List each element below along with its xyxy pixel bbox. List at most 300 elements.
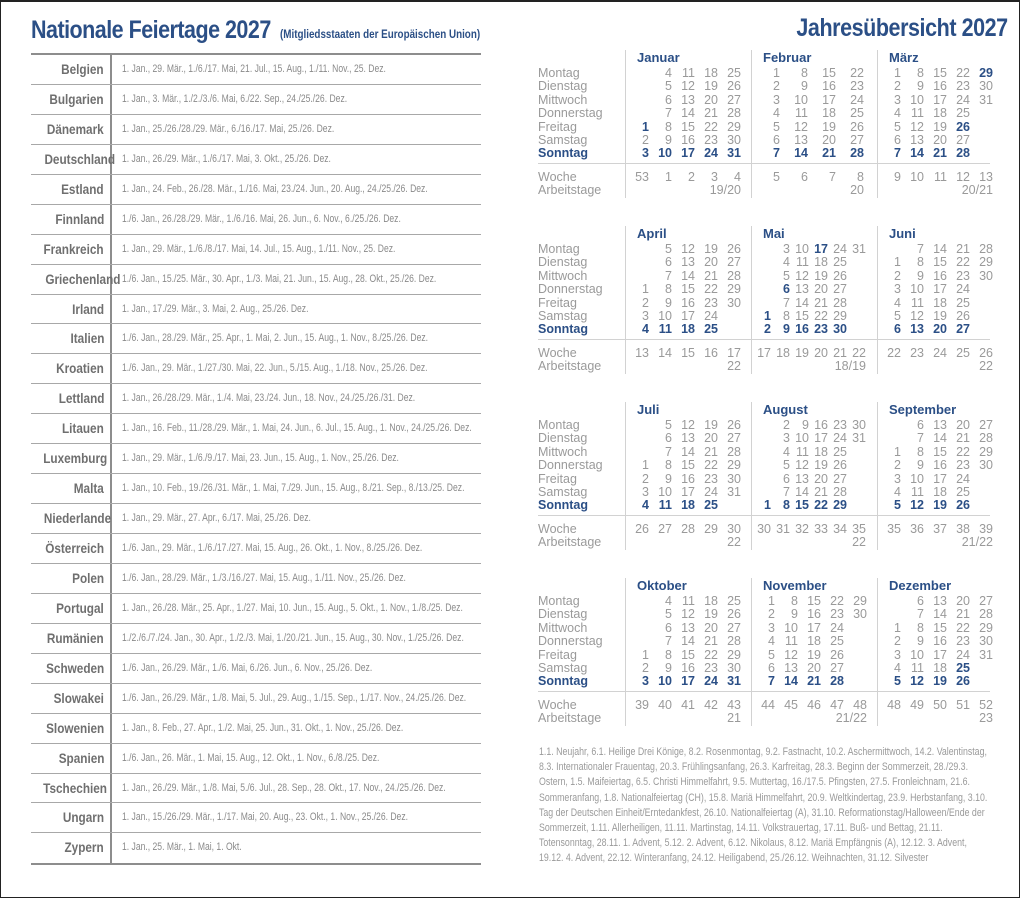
month-april [625, 226, 750, 374]
workdays-row [626, 536, 741, 549]
day-cell: 16 [681, 471, 695, 486]
day-cell: 8 [917, 66, 924, 80]
day-cell: 28 [956, 146, 970, 161]
day-cell: 27 [727, 92, 741, 107]
year-overview-title: Jahresübersicht 2027 [796, 14, 1008, 42]
day-cell: 6 [917, 418, 924, 432]
day-cell: 19 [704, 242, 718, 256]
day-cell: 6 [783, 282, 790, 297]
week-label: Woche [538, 698, 577, 712]
workdays-label: Arbeitstage [538, 535, 602, 550]
week-number: 9 [894, 170, 901, 184]
month-footer [626, 699, 741, 726]
holiday-dates: 1./6. Jan., 26. Mär., 1. Mai, 15. Aug., 12. Okt., 1. Nov., 6./8./25. Dez. [122, 751, 380, 764]
day-cell: 20 [814, 282, 828, 297]
weekday-labels [538, 419, 618, 513]
day-cell: 29 [979, 66, 993, 80]
day-cell: 12 [910, 498, 924, 513]
day-cell [847, 310, 866, 323]
day-cell: 28 [727, 268, 741, 283]
day-cell: 24 [956, 647, 970, 662]
country-name: Belgien [31, 55, 112, 84]
day-cell: 18 [822, 106, 836, 121]
day-cell: 21 [933, 146, 947, 161]
week-row [752, 94, 864, 107]
day-cell: 22 [956, 444, 970, 459]
holiday-row [31, 85, 481, 115]
day-cell: 3 [894, 282, 901, 297]
day-cell [752, 297, 771, 310]
day-cell: 25 [956, 106, 970, 121]
day-cell: 10 [658, 308, 672, 323]
day-cell: 1 [894, 66, 901, 80]
holiday-dates: 1. Jan., 8. Feb., 27. Apr., 1./2. Mai, 25. Jun., 31. Okt., 1. Nov., 25./26. Dez. [122, 721, 404, 734]
week-row [752, 134, 864, 147]
day-cell: 14 [933, 607, 947, 622]
month-name: April [637, 226, 667, 241]
day-cell: 16 [933, 79, 947, 94]
day-cell: 17 [814, 431, 828, 446]
day-cell [626, 432, 649, 445]
week-number: 38 [956, 522, 970, 536]
day-cell: 5 [768, 647, 775, 662]
day-cell [970, 662, 993, 675]
day-cell: 23 [814, 322, 828, 337]
weekday-label: Mittwoch [538, 268, 588, 283]
day-cell: 10 [658, 146, 672, 161]
country-name: Kroatien [31, 354, 112, 383]
day-cell: 7 [783, 484, 790, 499]
day-cell [752, 459, 771, 472]
week-row [626, 243, 741, 256]
day-cell: 28 [830, 674, 844, 689]
holiday-row [31, 324, 481, 354]
week-number: 44 [761, 698, 775, 712]
day-cell: 28 [727, 444, 741, 459]
day-cell: 30 [727, 295, 741, 310]
day-cell: 28 [833, 295, 847, 310]
footer-labels [538, 171, 618, 198]
day-cell: 9 [801, 79, 808, 94]
day-cell: 18 [807, 634, 821, 649]
day-cell: 20 [814, 471, 828, 486]
week-row [752, 310, 866, 323]
day-cell [878, 608, 901, 621]
week-row [878, 297, 993, 310]
week-row [878, 283, 993, 296]
day-cell: 12 [784, 647, 798, 662]
holiday-row [31, 833, 481, 863]
day-cell: 14 [794, 146, 808, 161]
country-name: Ungarn [31, 803, 112, 832]
day-cell: 5 [665, 242, 672, 256]
day-cell: 28 [850, 146, 864, 161]
weekday-label: Sonntag [538, 322, 588, 337]
day-cell: 8 [783, 308, 790, 323]
day-cell [752, 486, 771, 499]
day-cell: 15 [681, 119, 695, 134]
day-cell: 10 [910, 471, 924, 486]
day-cell: 17 [814, 242, 828, 256]
workdays-label: Arbeitstage [538, 711, 602, 726]
day-cell: 15 [681, 458, 695, 473]
day-cell: 20 [933, 132, 947, 147]
day-cell: 6 [665, 431, 672, 446]
day-cell: 5 [665, 79, 672, 94]
day-cell: 28 [979, 242, 993, 256]
week-row [878, 649, 993, 662]
day-cell: 14 [910, 146, 924, 161]
week-number: 42 [704, 698, 718, 712]
day-grid [626, 595, 741, 689]
holiday-row [31, 564, 481, 594]
holiday-row [31, 265, 481, 295]
day-cell [970, 121, 993, 134]
week-row [752, 649, 867, 662]
week-number: 37 [933, 522, 947, 536]
day-cell: 2 [642, 132, 649, 147]
day-cell [844, 622, 867, 635]
day-cell: 8 [801, 66, 808, 80]
day-cell: 11 [911, 660, 924, 675]
day-cell: 14 [681, 106, 695, 121]
day-cell: 7 [768, 674, 775, 689]
workdays-value: 19/20 [709, 183, 741, 198]
day-cell: 30 [979, 79, 993, 94]
country-name: Estland [31, 175, 112, 204]
day-cell: 6 [783, 471, 790, 486]
day-cell: 6 [665, 620, 672, 635]
day-cell: 25 [727, 66, 741, 80]
day-cell: 23 [956, 458, 970, 473]
day-cell: 24 [956, 92, 970, 107]
day-cell: 11 [911, 295, 924, 310]
week-number: 8 [857, 170, 864, 184]
footer-labels [538, 347, 618, 374]
day-cell: 15 [933, 255, 947, 270]
week-number: 34 [833, 522, 847, 536]
week-row [752, 622, 867, 635]
day-cell: 1 [773, 66, 780, 80]
workdays-row [752, 184, 864, 197]
day-cell [847, 323, 866, 336]
day-cell: 27 [727, 431, 741, 446]
holiday-row [31, 115, 481, 145]
day-cell [970, 107, 993, 120]
day-cell: 2 [642, 471, 649, 486]
day-cell [970, 297, 993, 310]
country-name: Bulgarien [31, 85, 112, 114]
day-cell: 30 [979, 634, 993, 649]
week-row [626, 67, 741, 80]
day-cell: 5 [773, 119, 780, 134]
day-cell: 16 [822, 79, 836, 94]
day-cell: 12 [794, 119, 808, 134]
week-number: 39 [635, 698, 649, 712]
month-name: November [763, 578, 827, 593]
day-cell: 10 [795, 242, 809, 256]
day-cell [878, 243, 901, 256]
day-cell [970, 486, 993, 499]
day-cell: 1 [768, 594, 775, 608]
week-row [878, 323, 993, 336]
day-cell: 18 [933, 484, 947, 499]
week-number: 39 [979, 522, 993, 536]
day-cell: 9 [665, 471, 672, 486]
day-cell: 23 [956, 79, 970, 94]
day-cell: 25 [956, 295, 970, 310]
day-cell: 19 [933, 498, 947, 513]
day-cell: 17 [933, 92, 947, 107]
day-cell: 24 [833, 242, 847, 256]
day-cell: 19 [933, 308, 947, 323]
day-cell: 11 [658, 498, 672, 513]
country-name: Litauen [31, 414, 112, 443]
day-cell: 11 [682, 66, 695, 80]
holiday-dates: 1. Jan., 29. Mär., 1./6./9./17. Mai, 23. Jun., 15. Aug., 1. Nov., 25./26. Dez. [122, 452, 399, 465]
week-row [626, 80, 741, 93]
holiday-row [31, 803, 481, 833]
day-cell [878, 419, 901, 432]
holiday-row [31, 354, 481, 384]
day-cell: 2 [894, 634, 901, 649]
day-cell: 14 [784, 674, 798, 689]
day-cell: 7 [917, 242, 924, 256]
weekday-label: Sonntag [538, 146, 588, 161]
day-cell: 9 [665, 295, 672, 310]
day-cell: 22 [814, 308, 828, 323]
weekday-label: Samstag [538, 485, 588, 500]
week-row [626, 297, 741, 310]
day-cell [626, 419, 649, 432]
day-cell: 11 [796, 444, 809, 459]
month-juli [625, 402, 750, 550]
day-cell: 30 [979, 458, 993, 473]
day-cell: 30 [727, 471, 741, 486]
day-cell: 28 [833, 484, 847, 499]
day-cell [847, 473, 866, 486]
day-cell: 8 [791, 594, 798, 608]
week-row [752, 323, 866, 336]
day-cell: 7 [894, 146, 901, 161]
weekday-label: Freitag [538, 647, 577, 662]
week-number: 30 [757, 522, 771, 536]
day-cell: 2 [768, 607, 775, 622]
week-number: 32 [795, 522, 809, 536]
holiday-dates: 1. Jan., 10. Feb., 19./26./31. Mär., 1. Mai, 7./29. Jun., 15. Aug., 8./21. Sep., 8./13./25. Dez. [122, 482, 465, 495]
day-cell: 24 [850, 92, 864, 107]
holiday-row [31, 444, 481, 474]
month-märz [877, 50, 1002, 198]
day-cell: 27 [956, 132, 970, 147]
holiday-row [31, 205, 481, 235]
day-cell: 21 [704, 634, 718, 649]
day-cell: 1 [894, 444, 901, 459]
day-cell: 29 [979, 444, 993, 459]
day-cell: 23 [830, 607, 844, 622]
day-cell: 25 [850, 106, 864, 121]
day-cell: 25 [704, 322, 718, 337]
day-grid [752, 243, 866, 337]
day-cell: 9 [917, 458, 924, 473]
day-grid [878, 419, 993, 513]
day-cell: 23 [850, 79, 864, 94]
day-cell: 22 [704, 282, 718, 297]
holidays-table [31, 53, 481, 865]
day-cell: 17 [681, 308, 695, 323]
day-cell [847, 499, 866, 512]
holiday-dates: 1./6. Jan., 26./29. Mär., 1./8. Mai, 5. Jul., 29. Aug., 1./15. Sep., 1./17. Nov., 24./25./26. Dez. [122, 691, 467, 704]
day-cell [847, 297, 866, 310]
week-row [752, 473, 866, 486]
week-row [626, 473, 741, 486]
holidays-heading [31, 16, 481, 50]
day-cell: 25 [956, 484, 970, 499]
day-cell: 5 [894, 308, 901, 323]
day-cell: 12 [795, 268, 809, 283]
workdays-value: 21/22 [835, 711, 867, 726]
day-grid [878, 243, 993, 337]
day-cell: 13 [933, 418, 947, 432]
day-cell: 21 [956, 607, 970, 622]
day-cell: 17 [681, 484, 695, 499]
day-cell: 8 [917, 620, 924, 635]
week-row [626, 595, 741, 608]
day-cell: 27 [727, 255, 741, 270]
weekday-label: Sonntag [538, 498, 588, 513]
day-cell: 17 [933, 647, 947, 662]
day-cell: 20 [704, 92, 718, 107]
day-cell: 13 [784, 660, 798, 675]
country-name: Slowenien [31, 714, 112, 743]
week-row [626, 649, 741, 662]
day-grid [878, 595, 993, 689]
day-cell [970, 675, 993, 688]
day-grid [752, 595, 867, 689]
day-cell: 25 [833, 255, 847, 270]
day-cell: 5 [783, 268, 790, 283]
day-cell [970, 323, 993, 336]
week-number: 22 [852, 346, 866, 360]
country-name: Malta [31, 474, 112, 503]
day-cell [847, 459, 866, 472]
day-cell: 25 [956, 660, 970, 675]
week-row [626, 635, 741, 648]
day-cell: 17 [807, 620, 821, 635]
workdays-label: Arbeitstage [538, 183, 602, 198]
day-cell: 4 [894, 484, 901, 499]
day-cell: 29 [727, 282, 741, 297]
day-cell: 4 [642, 322, 649, 337]
week-row [878, 121, 993, 134]
month-footer [878, 171, 993, 198]
week-number: 23 [910, 346, 924, 360]
day-cell: 17 [933, 471, 947, 486]
workdays-value: 20 [850, 183, 864, 198]
day-cell: 26 [727, 607, 741, 622]
holiday-row [31, 414, 481, 444]
week-row [626, 622, 741, 635]
holiday-dates: 1./6. Jan., 15./25. Mär., 30. Apr., 1./3. Mai, 21. Jun., 15. Aug., 28. Okt., 25./26. Dez. [122, 272, 437, 285]
week-row [752, 107, 864, 120]
day-cell: 19 [822, 119, 836, 134]
week-row [878, 270, 993, 283]
country-name: Rumänien [31, 624, 112, 653]
day-cell: 26 [833, 268, 847, 283]
country-name: Tschechien [31, 774, 112, 803]
week-number: 4 [734, 170, 741, 184]
week-row [626, 323, 741, 336]
week-row [752, 121, 864, 134]
weekday-label: Montag [538, 242, 580, 256]
day-cell: 1 [642, 647, 649, 662]
day-cell [970, 147, 993, 160]
day-cell: 11 [795, 106, 808, 121]
country-name: Slowakei [31, 684, 112, 713]
day-cell [847, 270, 866, 283]
day-cell: 10 [910, 647, 924, 662]
day-cell: 24 [704, 674, 718, 689]
day-cell: 23 [704, 471, 718, 486]
week-numbers [752, 347, 866, 360]
day-cell [626, 256, 649, 269]
day-cell: 3 [894, 471, 901, 486]
week-number: 50 [933, 698, 947, 712]
day-cell [626, 595, 649, 608]
day-cell: 2 [764, 322, 771, 337]
week-number: 53 [635, 170, 649, 184]
day-cell: 22 [704, 458, 718, 473]
week-number: 52 [979, 698, 993, 712]
weekday-labels [538, 595, 618, 689]
day-cell: 18 [681, 498, 695, 513]
day-cell: 7 [783, 295, 790, 310]
day-cell: 3 [642, 674, 649, 689]
day-cell: 20 [956, 418, 970, 432]
day-cell: 8 [783, 498, 790, 513]
country-name: Finnland [31, 205, 112, 234]
day-cell: 26 [956, 674, 970, 689]
day-cell: 17 [681, 674, 695, 689]
holiday-dates: 1. Jan., 26./29. Mär., 1./6./17. Mai, 3. Okt., 25./26. Dez. [122, 152, 331, 165]
month-name: Mai [763, 226, 785, 241]
day-cell: 14 [795, 484, 809, 499]
day-cell: 15 [681, 282, 695, 297]
week-row [752, 608, 867, 621]
day-cell: 19 [704, 418, 718, 432]
holiday-row [31, 295, 481, 325]
holiday-row [31, 534, 481, 564]
day-cell: 26 [727, 418, 741, 432]
week-numbers [752, 523, 866, 536]
day-cell: 4 [665, 594, 672, 608]
country-name: Luxemburg [31, 444, 112, 473]
day-cell: 26 [850, 119, 864, 134]
day-cell: 27 [956, 322, 970, 337]
day-cell: 2 [894, 458, 901, 473]
week-row [878, 675, 993, 688]
week-row [626, 459, 741, 472]
day-cell: 13 [681, 431, 695, 446]
quarter-block [538, 402, 993, 558]
week-row [626, 121, 741, 134]
day-grid [752, 67, 864, 161]
day-cell [970, 310, 993, 323]
week-number: 5 [773, 170, 780, 184]
day-cell: 20 [704, 431, 718, 446]
week-numbers [626, 699, 741, 712]
day-cell: 2 [783, 418, 790, 432]
